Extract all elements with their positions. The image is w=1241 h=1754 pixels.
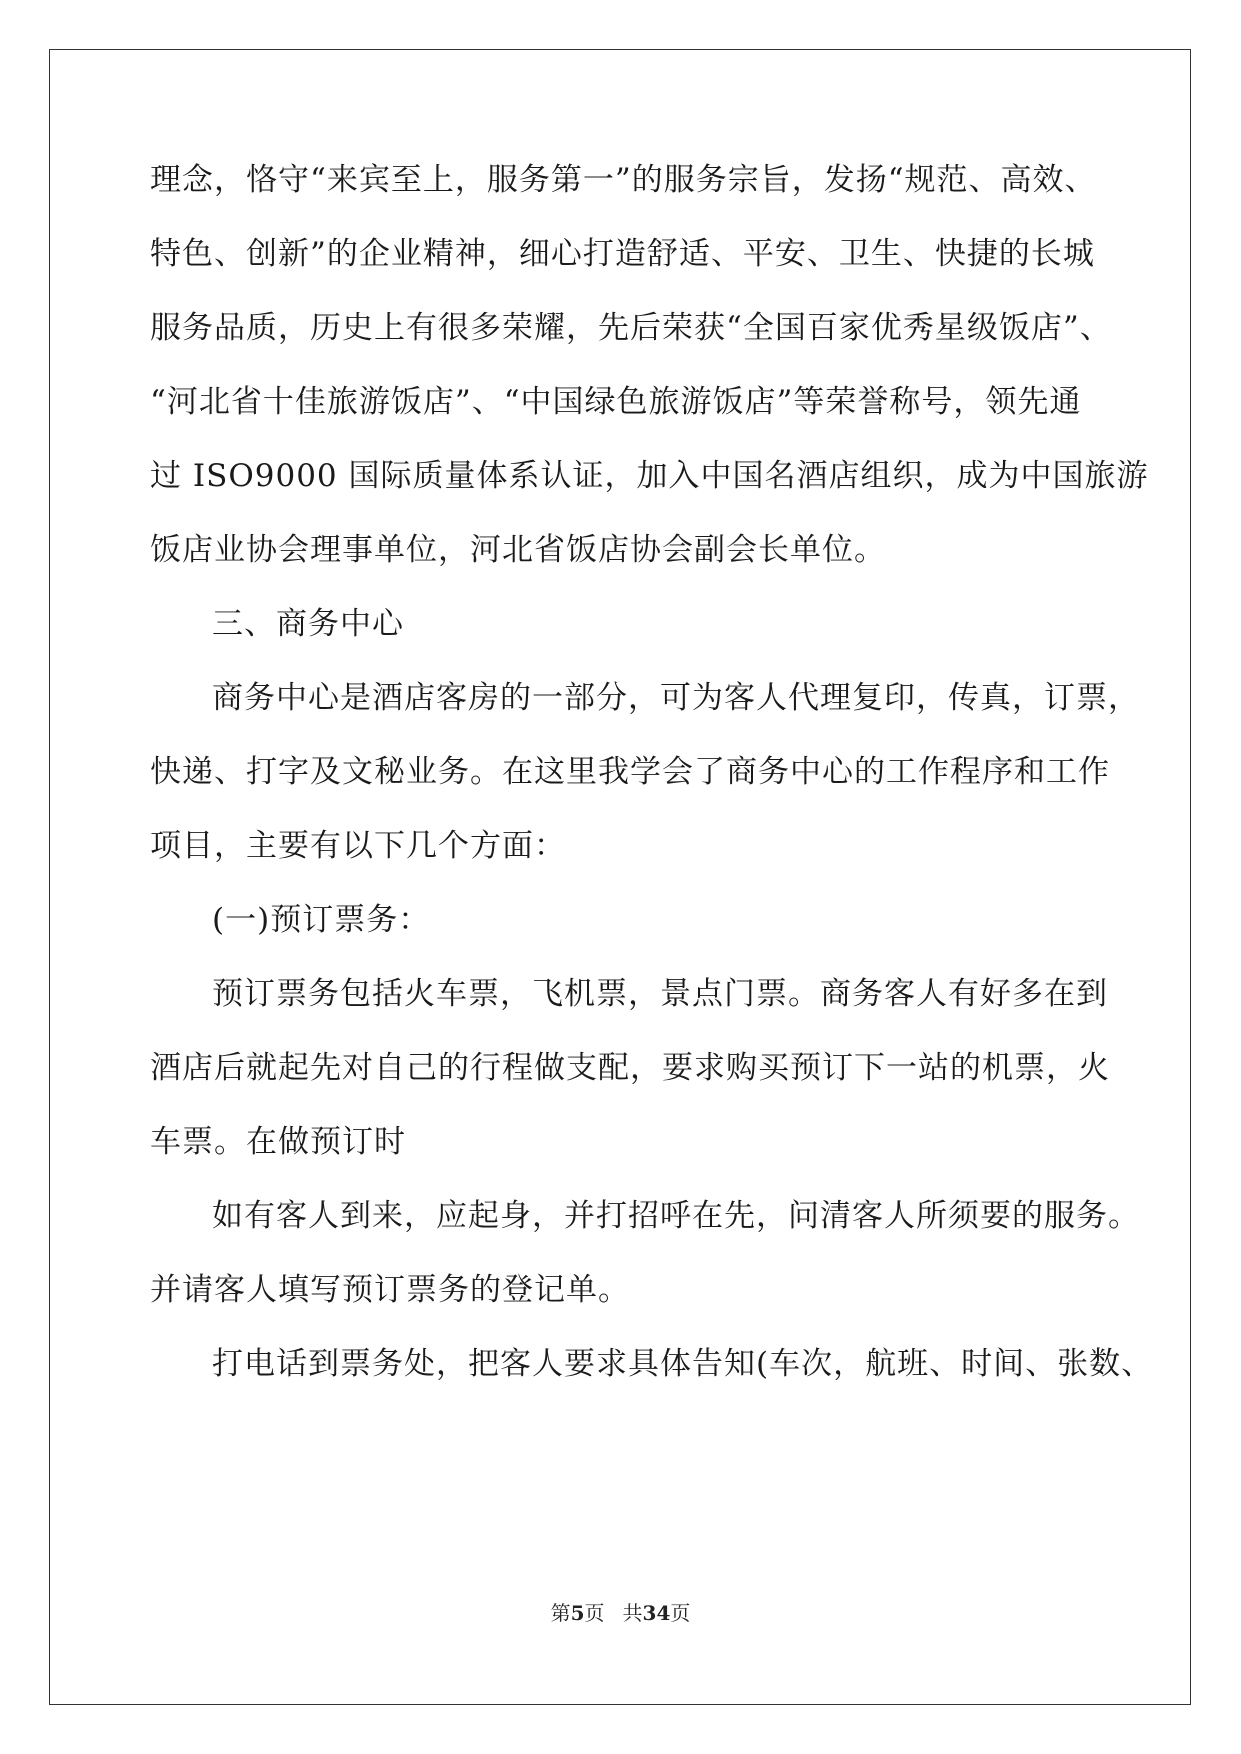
total-suffix: 页 xyxy=(670,1601,691,1625)
page-border xyxy=(49,49,1191,1705)
text-line: 项目，主要有以下几个方面： xyxy=(150,828,566,864)
total-pages: 34 xyxy=(642,1601,671,1625)
total-prefix: 共 xyxy=(622,1601,643,1625)
text-line: 车票。在做预订时 xyxy=(150,1124,406,1160)
page-footer xyxy=(0,1600,1241,1626)
text-line: 过 ISO9000 国际质量体系认证，加入中国名酒店组织，成为中国旅游 xyxy=(150,458,1149,494)
page-prefix: 第 xyxy=(550,1601,571,1625)
text-line: 商务中心是酒店客房的一部分，可为客人代理复印，传真，订票， xyxy=(212,680,1140,716)
text-line: 理念，恪守“来宾至上，服务第一”的服务宗旨，发扬“规范、高效、 xyxy=(150,162,1097,198)
text-line: 酒店后就起先对自己的行程做支配，要求购买预订下一站的机票，火 xyxy=(150,1050,1110,1086)
page-number: 5 xyxy=(570,1601,585,1625)
text-line: 如有客人到来，应起身，并打招呼在先，问清客人所须要的服务。 xyxy=(212,1198,1140,1234)
page-suffix: 页 xyxy=(584,1601,605,1625)
text-line: 服务品质，历史上有很多荣耀，先后荣获“全国百家优秀星级饭店”、 xyxy=(150,310,1112,346)
text-line: 饭店业协会理事单位，河北省饭店协会副会长单位。 xyxy=(150,532,886,568)
text-line: 并请客人填写预订票务的登记单。 xyxy=(150,1272,630,1308)
text-line: 快递、打字及文秘业务。在这里我学会了商务中心的工作程序和工作 xyxy=(150,754,1110,790)
text-line: 特色、创新”的企业精神，细心打造舒适、平安、卫生、快捷的长城 xyxy=(150,236,1095,272)
text-line: 预订票务包括火车票，飞机票，景点门票。商务客人有好多在到 xyxy=(212,976,1108,1012)
text-line: 打电话到票务处，把客人要求具体告知(车次，航班、时间、张数、 xyxy=(212,1346,1154,1382)
text-line: “河北省十佳旅游饭店”、“中国绿色旅游饭店”等荣誉称号，领先通 xyxy=(150,384,1082,420)
subsection-heading: (一)预订票务： xyxy=(212,902,431,938)
section-heading: 三、商务中心 xyxy=(212,606,404,642)
